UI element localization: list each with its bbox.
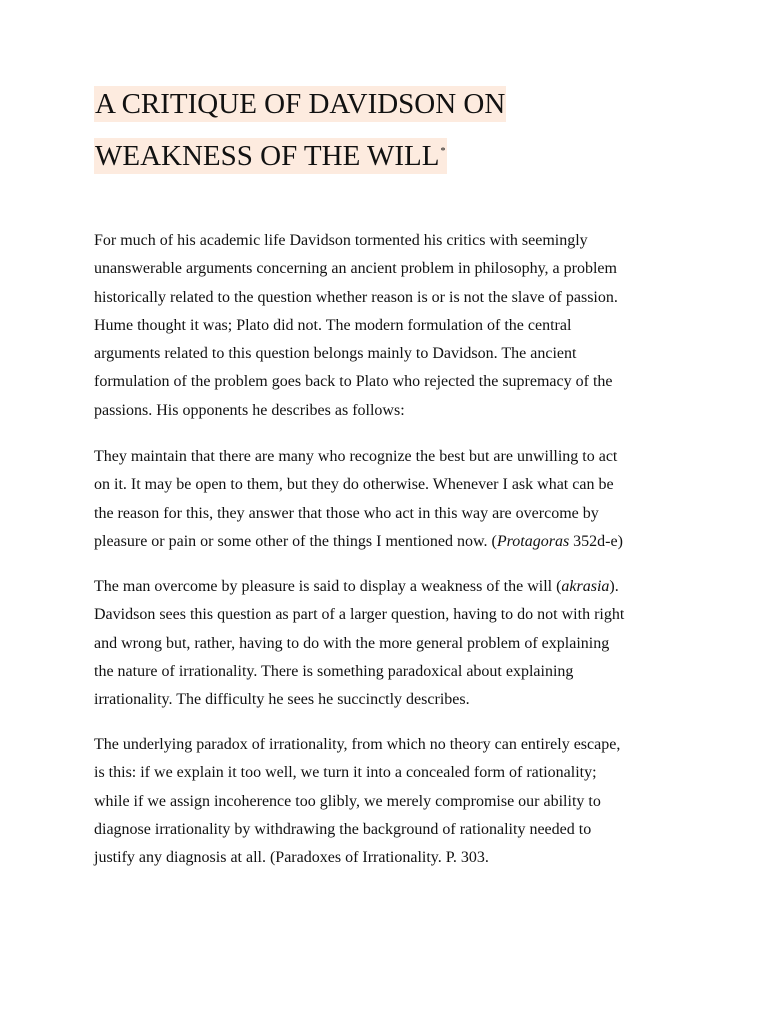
paragraph-1-line: Hume thought it was; Plato did not. The modern formulation of the central	[94, 316, 572, 334]
paragraph-2-first-line	[94, 573, 684, 601]
title-line-1: A CRITIQUE OF DAVIDSON ON	[95, 88, 506, 120]
quote-2-line: is this: if we explain it too well, we turn it into a concealed form of rationality;	[94, 764, 597, 782]
paragraph-2-line: Davidson sees this question as part of a larger question, having to do not with right	[94, 606, 625, 624]
paragraph-2-line: the nature of irrationality. There is something paradoxical about explaining	[94, 662, 574, 680]
quote-2-line: The underlying paradox of irrationality, from which no theory can entirely escape,	[94, 736, 621, 753]
paragraph-2-first-line-suffix: ).	[609, 578, 619, 595]
paragraph-1-line: formulation of the problem goes back to Plato who rejected the supremacy of the	[94, 373, 613, 391]
paragraph-1-line: arguments related to this question belongs mainly to Davidson. The ancient	[94, 345, 577, 363]
paragraph-2-first-line-prefix: The man overcome by pleasure is said to display a weakness of the will (	[94, 578, 562, 595]
quote-1-last-line-suffix: 352d-e)	[569, 532, 623, 550]
title-line-2	[94, 138, 447, 174]
title-line-2-text: WEAKNESS OF THE WILL	[95, 140, 440, 172]
paragraph-2	[94, 573, 684, 714]
paragraph-1-line: unanswerable arguments concerning an ancient problem in philosophy, a problem	[94, 260, 617, 278]
block-quote-paradoxes-of-irrationality	[94, 731, 684, 872]
block-quote-protagoras	[94, 443, 684, 556]
quote-1-last-line	[94, 528, 684, 556]
quote-1-last-line-prefix: pleasure or pain or some other of the things I mentioned now. (	[94, 532, 497, 550]
akrasia-term: akrasia	[561, 578, 610, 595]
quote-2-line: while if we assign incoherence too glibly, we merely compromise our ability to	[94, 792, 601, 810]
paragraph-2-line: and wrong but, rather, having to do with the more general problem of explaining	[94, 634, 610, 652]
paragraph-2-line: irrationality. The difficulty he sees he succinctly describes.	[94, 691, 470, 709]
quote-1-line: on it. It may be open to them, but they do otherwise. Whenever I ask what can be	[94, 476, 614, 494]
quote-2-line: diagnose irrationality by withdrawing the background of rationality needed to	[94, 820, 592, 838]
paragraph-1-line: passions. His opponents he describes as follows:	[94, 401, 405, 419]
quote-2-line: justify any diagnosis at all. (Paradoxes of Irrationality. P. 303.	[94, 849, 489, 867]
quote-1-line: the reason for this, they answer that those who act in this way are overcome by	[94, 504, 599, 522]
quote-1-line: They maintain that there are many who recognize the best but are unwilling to act	[94, 448, 618, 465]
protagoras-citation-title: Protagoras	[496, 532, 570, 550]
title-footnote-mark: *	[440, 146, 446, 158]
paragraph-1	[94, 227, 684, 425]
paragraph-1-line: historically related to the question whether reason is or is not the slave of passion.	[94, 288, 618, 306]
paragraph-1-line: For much of his academic life Davidson tormented his critics with seemingly	[94, 232, 588, 249]
